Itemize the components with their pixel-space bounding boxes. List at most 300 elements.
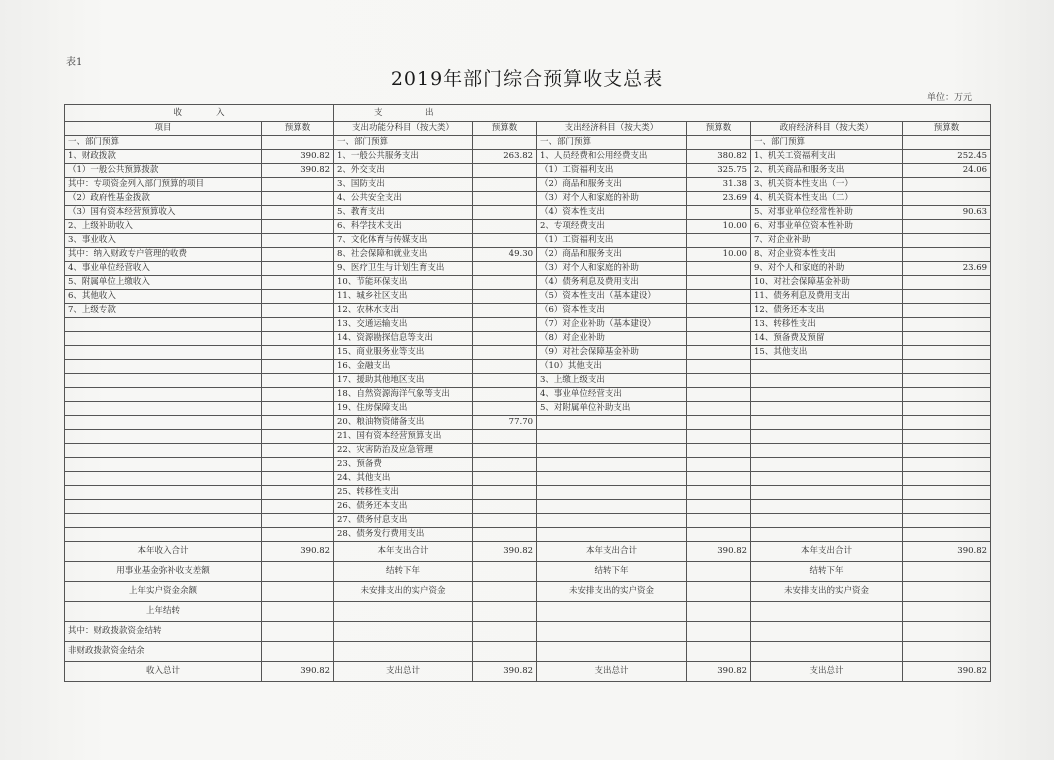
item-cell: [537, 458, 687, 472]
item-cell: 其中：专项资金列入部门预算的项目: [65, 178, 262, 192]
amount-cell: [903, 528, 991, 542]
item-cell: 7、上级专款: [65, 304, 262, 318]
item-cell: [751, 374, 903, 388]
amount-cell: [262, 318, 334, 332]
amount-cell: 380.82: [687, 150, 751, 164]
item-cell: （9）对社会保障基金补助: [537, 346, 687, 360]
item-cell: 6、其他收入: [65, 290, 262, 304]
table-row: [65, 290, 991, 304]
amount-cell: [687, 430, 751, 444]
amount-cell: [262, 416, 334, 430]
total-label-cell: 收入总计: [65, 662, 262, 682]
summary-row: [65, 662, 991, 682]
amount-cell: [262, 388, 334, 402]
total-amount-cell: [473, 622, 537, 642]
amount-cell: [687, 304, 751, 318]
total-label-cell: [537, 642, 687, 662]
table-row: [65, 192, 991, 206]
amount-cell: [262, 430, 334, 444]
amount-cell: [473, 374, 537, 388]
amount-cell: [473, 262, 537, 276]
amount-cell: [473, 472, 537, 486]
item-cell: 一、部门预算: [65, 136, 262, 150]
table-row: [65, 150, 991, 164]
summary-row: [65, 582, 991, 602]
table-row: [65, 402, 991, 416]
item-cell: 13、交通运输支出: [334, 318, 473, 332]
amount-cell: [903, 500, 991, 514]
item-cell: [751, 444, 903, 458]
table-row: [65, 374, 991, 388]
table-row: [65, 472, 991, 486]
table-row: [65, 206, 991, 220]
item-cell: 18、自然资源海洋气象等支出: [334, 388, 473, 402]
item-cell: 2、专项经费支出: [537, 220, 687, 234]
item-cell: [751, 514, 903, 528]
item-cell: 3、国防支出: [334, 178, 473, 192]
item-cell: 1、一般公共服务支出: [334, 150, 473, 164]
column-header: 政府经济科目（按大类）: [751, 122, 903, 136]
total-amount-cell: [262, 582, 334, 602]
amount-cell: [903, 360, 991, 374]
item-cell: 21、国有资本经营预算支出: [334, 430, 473, 444]
total-amount-cell: 390.82: [262, 542, 334, 562]
amount-cell: [473, 430, 537, 444]
item-cell: [537, 514, 687, 528]
amount-cell: [262, 500, 334, 514]
total-label-cell: 非财政拨款资金结余: [65, 642, 262, 662]
item-cell: 一、部门预算: [334, 136, 473, 150]
item-cell: 9、医疗卫生与计划生育支出: [334, 262, 473, 276]
amount-cell: [903, 402, 991, 416]
amount-cell: [903, 388, 991, 402]
amount-cell: [687, 416, 751, 430]
item-cell: [65, 402, 262, 416]
item-cell: 6、对事业单位资本性补助: [751, 220, 903, 234]
table-row: [65, 276, 991, 290]
summary-row: [65, 642, 991, 662]
amount-cell: [903, 430, 991, 444]
amount-cell: [262, 486, 334, 500]
total-amount-cell: 390.82: [903, 542, 991, 562]
amount-cell: [473, 402, 537, 416]
item-cell: （4）资本性支出: [537, 206, 687, 220]
total-label-cell: 未安排支出的实户资金: [334, 582, 473, 602]
amount-cell: 24.06: [903, 164, 991, 178]
item-cell: [751, 500, 903, 514]
item-cell: 4、事业单位经营支出: [537, 388, 687, 402]
item-cell: 1、机关工资福利支出: [751, 150, 903, 164]
unit-note: 单位：万元: [926, 93, 972, 103]
table-row: [65, 528, 991, 542]
item-cell: 4、公共安全支出: [334, 192, 473, 206]
amount-cell: [903, 178, 991, 192]
item-cell: 14、预备费及预留: [751, 332, 903, 346]
item-cell: 13、转移性支出: [751, 318, 903, 332]
total-amount-cell: [903, 602, 991, 622]
amount-cell: 390.82: [262, 150, 334, 164]
total-amount-cell: 390.82: [473, 662, 537, 682]
table-row: [65, 360, 991, 374]
amount-cell: [903, 248, 991, 262]
column-header-row: [65, 122, 991, 136]
amount-cell: [473, 276, 537, 290]
total-amount-cell: 390.82: [262, 662, 334, 682]
group-header-row: [65, 105, 991, 122]
amount-cell: [903, 416, 991, 430]
item-cell: 27、债务付息支出: [334, 514, 473, 528]
total-amount-cell: 390.82: [903, 662, 991, 682]
item-cell: 11、债务利息及费用支出: [751, 290, 903, 304]
amount-cell: [687, 444, 751, 458]
total-amount-cell: [687, 562, 751, 582]
amount-cell: [262, 332, 334, 346]
amount-cell: 10.00: [687, 220, 751, 234]
amount-cell: [903, 332, 991, 346]
budget-table: [64, 104, 991, 682]
amount-cell: 252.45: [903, 150, 991, 164]
amount-cell: [903, 486, 991, 500]
item-cell: 3、机关资本性支出（一）: [751, 178, 903, 192]
table-row: [65, 388, 991, 402]
summary-row: [65, 622, 991, 642]
amount-cell: [473, 486, 537, 500]
item-cell: [65, 458, 262, 472]
amount-cell: [262, 472, 334, 486]
amount-cell: [262, 346, 334, 360]
item-cell: 2、外交支出: [334, 164, 473, 178]
amount-cell: [903, 136, 991, 150]
table-row: [65, 136, 991, 150]
total-label-cell: [537, 602, 687, 622]
amount-cell: [903, 444, 991, 458]
amount-cell: [262, 276, 334, 290]
amount-cell: [473, 332, 537, 346]
item-cell: （10）其他支出: [537, 360, 687, 374]
item-cell: 7、文化体育与传媒支出: [334, 234, 473, 248]
amount-cell: 23.69: [687, 192, 751, 206]
item-cell: （2）商品和服务支出: [537, 178, 687, 192]
column-header: 预算数: [473, 122, 537, 136]
column-header: 项目: [65, 122, 262, 136]
total-label-cell: 用事业基金弥补收支差额: [65, 562, 262, 582]
item-cell: 25、转移性支出: [334, 486, 473, 500]
amount-cell: [687, 374, 751, 388]
amount-cell: [687, 332, 751, 346]
item-cell: （1）工资福利支出: [537, 234, 687, 248]
total-amount-cell: [473, 602, 537, 622]
table-row: [65, 164, 991, 178]
table-row: [65, 458, 991, 472]
table-number: 表1: [66, 57, 83, 68]
item-cell: [65, 486, 262, 500]
table-row: [65, 178, 991, 192]
amount-cell: [262, 206, 334, 220]
total-amount-cell: [262, 602, 334, 622]
item-cell: [537, 500, 687, 514]
item-cell: 14、资源勘探信息等支出: [334, 332, 473, 346]
amount-cell: [473, 444, 537, 458]
table-row: [65, 332, 991, 346]
amount-cell: [473, 304, 537, 318]
amount-cell: [903, 192, 991, 206]
item-cell: [751, 388, 903, 402]
table-row: [65, 248, 991, 262]
table-row: [65, 262, 991, 276]
amount-cell: [903, 220, 991, 234]
total-label-cell: 未安排支出的实户资金: [537, 582, 687, 602]
amount-cell: [687, 514, 751, 528]
item-cell: 其中：纳入财政专户管理的收费: [65, 248, 262, 262]
total-label-cell: 上年实户资金余额: [65, 582, 262, 602]
column-header: 支出经济科目（按大类）: [537, 122, 687, 136]
table-row: [65, 234, 991, 248]
table-row: [65, 444, 991, 458]
total-label-cell: [334, 642, 473, 662]
item-cell: [537, 528, 687, 542]
amount-cell: 263.82: [473, 150, 537, 164]
item-cell: 3、事业收入: [65, 234, 262, 248]
total-label-cell: [751, 642, 903, 662]
page-title: 2019年部门综合预算收支总表: [390, 68, 664, 90]
item-cell: （2）商品和服务支出: [537, 248, 687, 262]
table-row: [65, 318, 991, 332]
item-cell: [65, 332, 262, 346]
table-row: [65, 304, 991, 318]
amount-cell: [687, 346, 751, 360]
expense-group-header: 支 出: [334, 105, 991, 122]
amount-cell: [903, 374, 991, 388]
item-cell: [751, 430, 903, 444]
amount-cell: [903, 304, 991, 318]
item-cell: 10、对社会保障基金补助: [751, 276, 903, 290]
amount-cell: [687, 360, 751, 374]
amount-cell: [687, 500, 751, 514]
amount-cell: [473, 234, 537, 248]
item-cell: [65, 416, 262, 430]
amount-cell: [473, 290, 537, 304]
amount-cell: [473, 318, 537, 332]
item-cell: [537, 472, 687, 486]
item-cell: 12、债务还本支出: [751, 304, 903, 318]
amount-cell: [262, 290, 334, 304]
total-amount-cell: 390.82: [687, 662, 751, 682]
total-label-cell: 其中：财政拨款资金结转: [65, 622, 262, 642]
table-row: [65, 416, 991, 430]
item-cell: [751, 486, 903, 500]
total-amount-cell: [903, 622, 991, 642]
item-cell: [751, 472, 903, 486]
total-label-cell: 本年支出合计: [537, 542, 687, 562]
item-cell: [65, 472, 262, 486]
table-row: [65, 486, 991, 500]
total-amount-cell: [473, 642, 537, 662]
item-cell: [751, 528, 903, 542]
total-label-cell: [537, 622, 687, 642]
total-label-cell: 本年支出合计: [334, 542, 473, 562]
summary-row: [65, 562, 991, 582]
total-amount-cell: [473, 582, 537, 602]
item-cell: [65, 346, 262, 360]
item-cell: [65, 430, 262, 444]
item-cell: [537, 444, 687, 458]
total-label-cell: 支出总计: [751, 662, 903, 682]
total-amount-cell: [903, 562, 991, 582]
item-cell: [65, 528, 262, 542]
amount-cell: [473, 220, 537, 234]
amount-cell: [473, 514, 537, 528]
amount-cell: [903, 290, 991, 304]
amount-cell: [687, 472, 751, 486]
item-cell: [537, 486, 687, 500]
amount-cell: [687, 136, 751, 150]
item-cell: 15、其他支出: [751, 346, 903, 360]
amount-cell: [903, 318, 991, 332]
amount-cell: [262, 192, 334, 206]
amount-cell: [473, 136, 537, 150]
total-amount-cell: [262, 562, 334, 582]
item-cell: 2、上级补助收入: [65, 220, 262, 234]
item-cell: [65, 318, 262, 332]
amount-cell: 90.63: [903, 206, 991, 220]
item-cell: 5、对附属单位补助支出: [537, 402, 687, 416]
amount-cell: [473, 178, 537, 192]
item-cell: （4）债务利息及费用支出: [537, 276, 687, 290]
amount-cell: [687, 290, 751, 304]
item-cell: [65, 514, 262, 528]
item-cell: 6、科学技术支出: [334, 220, 473, 234]
amount-cell: [262, 402, 334, 416]
total-label-cell: 结转下年: [334, 562, 473, 582]
amount-cell: [687, 276, 751, 290]
item-cell: 22、灾害防治及应急管理: [334, 444, 473, 458]
item-cell: （6）资本性支出: [537, 304, 687, 318]
amount-cell: [473, 360, 537, 374]
item-cell: [65, 360, 262, 374]
item-cell: [751, 458, 903, 472]
amount-cell: [687, 528, 751, 542]
amount-cell: [687, 206, 751, 220]
income-group-header: 收 入: [65, 105, 334, 122]
item-cell: （1）一般公共预算拨款: [65, 164, 262, 178]
item-cell: 17、援助其他地区支出: [334, 374, 473, 388]
item-cell: 15、商业服务业等支出: [334, 346, 473, 360]
total-amount-cell: [473, 562, 537, 582]
amount-cell: [262, 234, 334, 248]
item-cell: 16、金融支出: [334, 360, 473, 374]
total-amount-cell: [262, 622, 334, 642]
total-label-cell: 结转下年: [537, 562, 687, 582]
total-amount-cell: [687, 602, 751, 622]
item-cell: [751, 360, 903, 374]
amount-cell: [903, 346, 991, 360]
amount-cell: 23.69: [903, 262, 991, 276]
amount-cell: [473, 346, 537, 360]
item-cell: 1、人员经费和公用经费支出: [537, 150, 687, 164]
amount-cell: 77.70: [473, 416, 537, 430]
amount-cell: [473, 528, 537, 542]
item-cell: 28、债务发行费用支出: [334, 528, 473, 542]
item-cell: 9、对个人和家庭的补助: [751, 262, 903, 276]
summary-row: [65, 602, 991, 622]
item-cell: [65, 500, 262, 514]
total-label-cell: [751, 622, 903, 642]
amount-cell: [262, 248, 334, 262]
table-row: [65, 500, 991, 514]
table-row: [65, 346, 991, 360]
item-cell: 1、财政拨款: [65, 150, 262, 164]
item-cell: （5）资本性支出（基本建设）: [537, 290, 687, 304]
amount-cell: [262, 262, 334, 276]
total-label-cell: 本年支出合计: [751, 542, 903, 562]
amount-cell: [903, 472, 991, 486]
table-row: [65, 430, 991, 444]
amount-cell: [262, 514, 334, 528]
item-cell: 7、对企业补助: [751, 234, 903, 248]
summary-row: [65, 542, 991, 562]
item-cell: （8）对企业补助: [537, 332, 687, 346]
item-cell: [537, 416, 687, 430]
total-label-cell: 结转下年: [751, 562, 903, 582]
amount-cell: [903, 458, 991, 472]
amount-cell: [687, 402, 751, 416]
amount-cell: [262, 360, 334, 374]
item-cell: 一、部门预算: [751, 136, 903, 150]
total-label-cell: [751, 602, 903, 622]
total-label-cell: 本年收入合计: [65, 542, 262, 562]
item-cell: 11、城乡社区支出: [334, 290, 473, 304]
amount-cell: 31.38: [687, 178, 751, 192]
amount-cell: 390.82: [262, 164, 334, 178]
item-cell: [751, 416, 903, 430]
amount-cell: 325.75: [687, 164, 751, 178]
amount-cell: [687, 486, 751, 500]
amount-cell: [262, 304, 334, 318]
total-amount-cell: [903, 642, 991, 662]
item-cell: 5、对事业单位经常性补助: [751, 206, 903, 220]
total-label-cell: [334, 602, 473, 622]
amount-cell: [687, 234, 751, 248]
amount-cell: [262, 528, 334, 542]
amount-cell: [262, 458, 334, 472]
item-cell: [65, 444, 262, 458]
table-row: [65, 514, 991, 528]
column-header: 预算数: [262, 122, 334, 136]
item-cell: 24、其他支出: [334, 472, 473, 486]
item-cell: 4、事业单位经营收入: [65, 262, 262, 276]
amount-cell: [473, 500, 537, 514]
amount-cell: [903, 276, 991, 290]
amount-cell: 49.30: [473, 248, 537, 262]
item-cell: 8、对企业资本性支出: [751, 248, 903, 262]
amount-cell: [903, 514, 991, 528]
amount-cell: [473, 192, 537, 206]
amount-cell: [262, 220, 334, 234]
total-amount-cell: 390.82: [473, 542, 537, 562]
amount-cell: [903, 234, 991, 248]
amount-cell: [473, 206, 537, 220]
item-cell: （3）对个人和家庭的补助: [537, 262, 687, 276]
amount-cell: [473, 388, 537, 402]
total-label-cell: 支出总计: [334, 662, 473, 682]
column-header: 预算数: [903, 122, 991, 136]
amount-cell: [687, 388, 751, 402]
item-cell: [537, 430, 687, 444]
item-cell: 19、住房保障支出: [334, 402, 473, 416]
item-cell: （7）对企业补助（基本建设）: [537, 318, 687, 332]
amount-cell: [473, 164, 537, 178]
item-cell: 12、农林水支出: [334, 304, 473, 318]
